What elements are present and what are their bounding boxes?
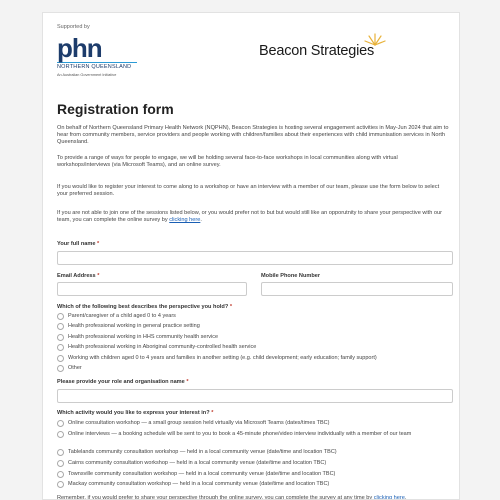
phn-logo-word: phn <box>57 33 102 63</box>
activity-option-label: Cairns community consultation workshop — held in a local community venue (date/time and location TBC) <box>68 460 327 466</box>
intro-paragraph-1: On behalf of Northern Queensland Primary Health Network (NQPHN), Beacon Strategies is hosting several engagement activities in May-Jun 2024 that aim to hear from community members, service providers and people working with children/families about their experiences with child immunisation services in North Queensland. <box>57 125 449 146</box>
perspective-option-3[interactable] <box>57 334 449 341</box>
activity-option-6[interactable] <box>57 481 449 488</box>
role-label-text: Please provide your role and organisation name <box>57 379 185 385</box>
radio-button[interactable] <box>57 431 64 438</box>
perspective-option-1[interactable] <box>57 313 449 320</box>
footer-note-end: . <box>404 495 407 500</box>
phone-input[interactable] <box>261 282 453 296</box>
intro-paragraph-4-end: . <box>200 217 202 224</box>
radio-button[interactable] <box>57 460 64 467</box>
radio-button[interactable] <box>57 313 64 320</box>
survey-link-top[interactable]: clicking here <box>169 217 201 224</box>
full-name-label <box>57 241 99 247</box>
perspective-option-label: Health professional working in general practice setting <box>68 323 200 329</box>
activity-option-label: Tablelands community consultation workshop — held in a local community venue (date/time and location TBC) <box>68 449 337 455</box>
perspective-option-label: Working with children aged 0 to 4 years and families in another setting (e.g. child development; early education; family support) <box>68 355 377 361</box>
radio-button[interactable] <box>57 355 64 362</box>
activity-option-4[interactable] <box>57 460 449 467</box>
activity-option-5[interactable] <box>57 471 449 478</box>
activity-label-text: Which activity would you like to express your interest in? <box>57 410 210 416</box>
perspective-option-6[interactable] <box>57 365 449 372</box>
intro-paragraph-4 <box>57 210 449 224</box>
beacon-logo-word: Beacon Strategies <box>259 43 375 59</box>
full-name-label-text: Your full name <box>57 241 96 247</box>
page-title: Registration form <box>57 101 174 117</box>
activity-option-label: Online interviews — a booking schedule will be sent to you to book a 45-minute phone/video interview individually with a member of our team <box>68 431 412 437</box>
intro-paragraph-4-text: If you are not able to join one of the sessions listed below, or you would prefer not to but but would still like an opporutnity to share your perspective with our team, you can complete the online survey by <box>57 210 442 224</box>
role-input[interactable] <box>57 389 453 403</box>
role-label <box>57 379 189 385</box>
survey-link-bottom[interactable]: clicking here <box>373 495 405 500</box>
intro-paragraph-2: To provide a range of ways for people to engage, we will be holding several face-to-face workshops in local communities along with virtual workshops/interviews (via Microsoft Teams), and an online survey. <box>57 155 398 169</box>
phn-logo-region: NORTHERN QUEENSLAND <box>57 62 137 70</box>
activity-required-marker: * <box>211 410 214 416</box>
activity-option-2[interactable] <box>57 431 449 438</box>
phn-logo-gov-initiative: An Australian Government Initiative <box>57 73 117 77</box>
supported-by-label: Supported by <box>57 24 90 30</box>
radio-button[interactable] <box>57 449 64 456</box>
activity-option-label: Townsville community consultation workshop — held in a local community venue (date/time and location TBC) <box>68 471 336 477</box>
form-card <box>42 12 460 500</box>
perspective-option-5[interactable] <box>57 355 449 362</box>
radio-button[interactable] <box>57 471 64 478</box>
perspective-option-2[interactable] <box>57 323 449 330</box>
perspective-option-label: Health professional working in HHS community health service <box>68 334 219 340</box>
perspective-option-label: Parent/caregiver of a child aged 0 to 4 years <box>68 313 176 319</box>
email-input[interactable] <box>57 282 247 296</box>
perspective-option-label: Health professional working in Aboriginal community-controlled health service <box>68 344 257 350</box>
radio-button[interactable] <box>57 344 64 351</box>
perspective-option-label: Other <box>68 365 82 371</box>
email-label <box>57 273 99 279</box>
intro-paragraph-3: If you would like to register your interest to come along to a workshop or have an interview with a member of our team, please use the form below to select your preferred session. <box>57 184 440 198</box>
radio-button[interactable] <box>57 323 64 330</box>
role-required-marker: * <box>186 379 189 385</box>
email-required-marker: * <box>97 273 100 279</box>
beacon-strategies-logo <box>259 33 389 63</box>
perspective-label <box>57 304 232 310</box>
activity-option-3[interactable] <box>57 449 449 456</box>
radio-button[interactable] <box>57 481 64 488</box>
activity-option-label: Mackay community consultation workshop — held in a local community venue (date/time and location TBC) <box>68 481 330 487</box>
radio-button[interactable] <box>57 334 64 341</box>
phone-label: Mobile Phone Number <box>261 273 321 279</box>
email-label-text: Email Address <box>57 273 96 279</box>
activity-option-1[interactable] <box>57 420 449 427</box>
activity-option-label: Online consultation workshop — a small group session held virtually via Microsoft Teams (dates/times TBC) <box>68 420 330 426</box>
perspective-option-4[interactable] <box>57 344 449 351</box>
radio-button[interactable] <box>57 365 64 372</box>
footer-note-text: Remember, if you would prefer to share your perspective through the online survey, you can complete the survey at any time by <box>57 495 374 500</box>
activity-label <box>57 410 213 416</box>
perspective-label-text: Which of the following best describes the perspective you hold? <box>57 304 229 310</box>
full-name-input[interactable] <box>57 251 453 265</box>
radio-button[interactable] <box>57 420 64 427</box>
phn-logo <box>57 35 147 91</box>
perspective-required-marker: * <box>229 304 233 310</box>
full-name-required-marker: * <box>97 241 100 247</box>
footer-note <box>57 495 449 500</box>
